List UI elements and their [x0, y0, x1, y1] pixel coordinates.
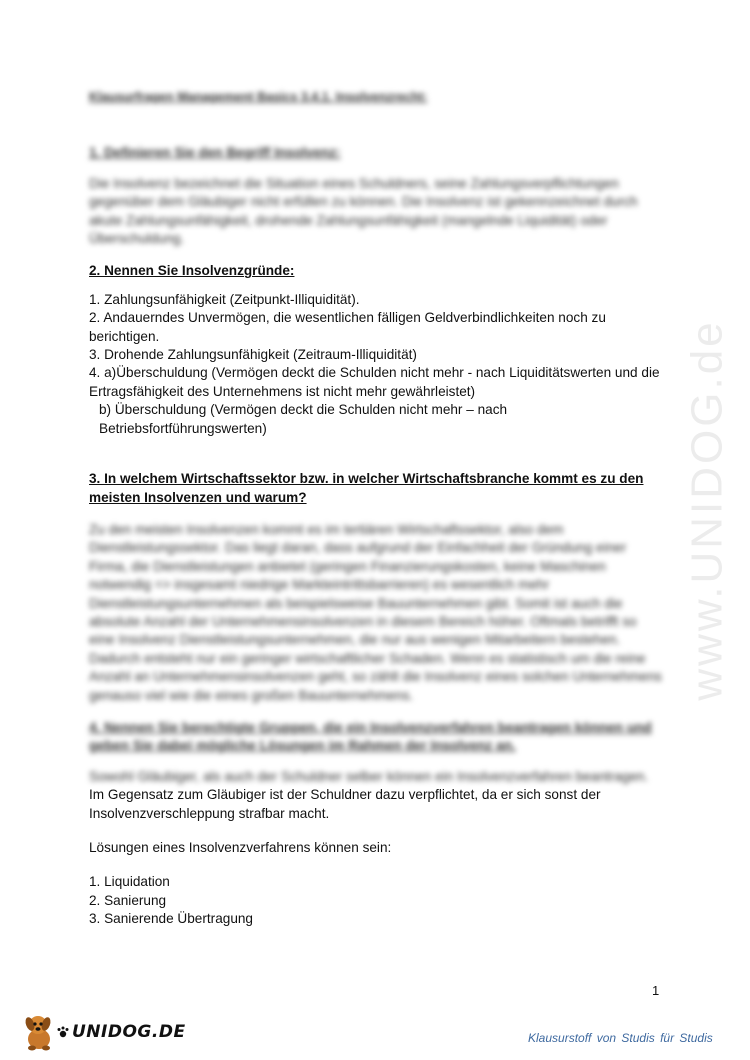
list-item: 4. a)Überschuldung (Vermögen deckt die Schulden nicht mehr - nach Liquiditätswerten und die Ertragsfähigkeit des Unternehmens ist nicht mehr gewährleistet): [89, 365, 660, 399]
list-item: 3. Drohende Zahlungsunfähigkeit (Zeitraum-Illiquidität): [89, 347, 417, 363]
page-number: 1: [652, 983, 660, 998]
question-1-answer: Die Insolvenz bezeichnet die Situation eines Schuldners, seine Zahlungsverpflichtungen gegenüber dem Gläubiger nicht erfüllen zu können. Die Insolvenz ist gekennzeichnet durch akute Zahlungsunfähigkeit, drohende Zahlungsunfähigkeit (mangelnde Liquidität) oder Überschuldung.: [89, 175, 638, 247]
footer-tagline: Klausurstoff von Studis für Studis: [528, 1031, 713, 1045]
dog-mascot-icon: [22, 1012, 56, 1052]
question-4-answer: Im Gegensatz zum Gläubiger ist der Schuldner dazu verpflichtet, da er sich sonst der Insolvenzverschleppung strafbar macht.: [89, 787, 601, 821]
question-1-heading: 1. Definieren Sie den Begriff Insolvenz:: [89, 145, 341, 161]
solutions-intro: Lösungen eines Insolvenzverfahrens können sein:: [89, 840, 392, 855]
question-4-answer-blurred: Sowohl Gläubiger, als auch der Schuldner selber können ein Insolvenzverfahren beantragen.: [89, 768, 649, 784]
list-item: 1. Liquidation: [89, 874, 170, 890]
document-title: Klausurfragen Management Basics 3.4.1. Insolvenzrecht:: [89, 90, 428, 104]
document-content: [89, 88, 664, 929]
question-3-heading: 3. In welchem Wirtschaftssektor bzw. in welcher Wirtschaftsbranche kommt es zu den meisten Insolvenzen und warum?: [89, 471, 644, 505]
list-item: 1. Zahlungsunfähigkeit (Zeitpunkt-Illiquidität).: [89, 291, 360, 307]
list-item: 3. Sanierende Übertragung: [89, 911, 253, 927]
list-item: b) Überschuldung (Vermögen deckt die Schulden nicht mehr – nach Betriebsfortführungswerten): [99, 402, 508, 436]
list-item: 2. Sanierung: [89, 892, 167, 908]
watermark: www.UNIDOG.de: [683, 319, 733, 701]
paw-icon: [56, 1025, 70, 1039]
list-item: 2. Andauerndes Unvermögen, die wesentlichen fälligen Geldverbindlichkeiten noch zu berichtigen.: [89, 310, 606, 344]
unidog-logo: [22, 1012, 186, 1052]
brand-name: UNIDOG.DE: [72, 1022, 186, 1042]
solutions-list: [89, 873, 664, 928]
insolvency-reasons-list: [89, 291, 664, 438]
question-3-answer: Zu den meisten Insolvenzen kommt es im tertiären Wirtschaftssektor, also dem Dienstleistungssektor. Das liegt daran, dass aufgrund der Einfachheit der Gründung einer Firma, die Dienstleistungen anbietet (geringen Finanzierungskosten, keine Maschinen notwendig => insgesamt niedrige Markteintrittsbarrieren) es wesentlich mehr Dienstleistungsunternehmen als beispielsweise Bauunternehmen gibt. Somit ist auch die absolute Anzahl der Unternehmensinsolvenzen in diesem Bereich höher. Oftmals betrifft so eine Insolvenz Dienstleistungsunternehmen, die nur aus wenigen Mitarbeitern bestehen. Dadurch entsteht nur ein geringer wirtschaftlicher Schaden. Wenn es statistisch um die reine Anzahl an Unternehmensinsolvenzen geht, so zählt die Insolvenz eines solchen Unternehmens genauso viel wie die eines großen Bauunternehmens.: [89, 521, 662, 703]
question-2-heading: 2. Nennen Sie Insolvenzgründe:: [89, 263, 295, 279]
question-4-heading: 4. Nennen Sie berechtigte Gruppen, die ein Insolvenzverfahren beantragen können und geben Sie dabei mögliche Lösungen im Rahmen der Insolvenz an.: [89, 719, 652, 754]
